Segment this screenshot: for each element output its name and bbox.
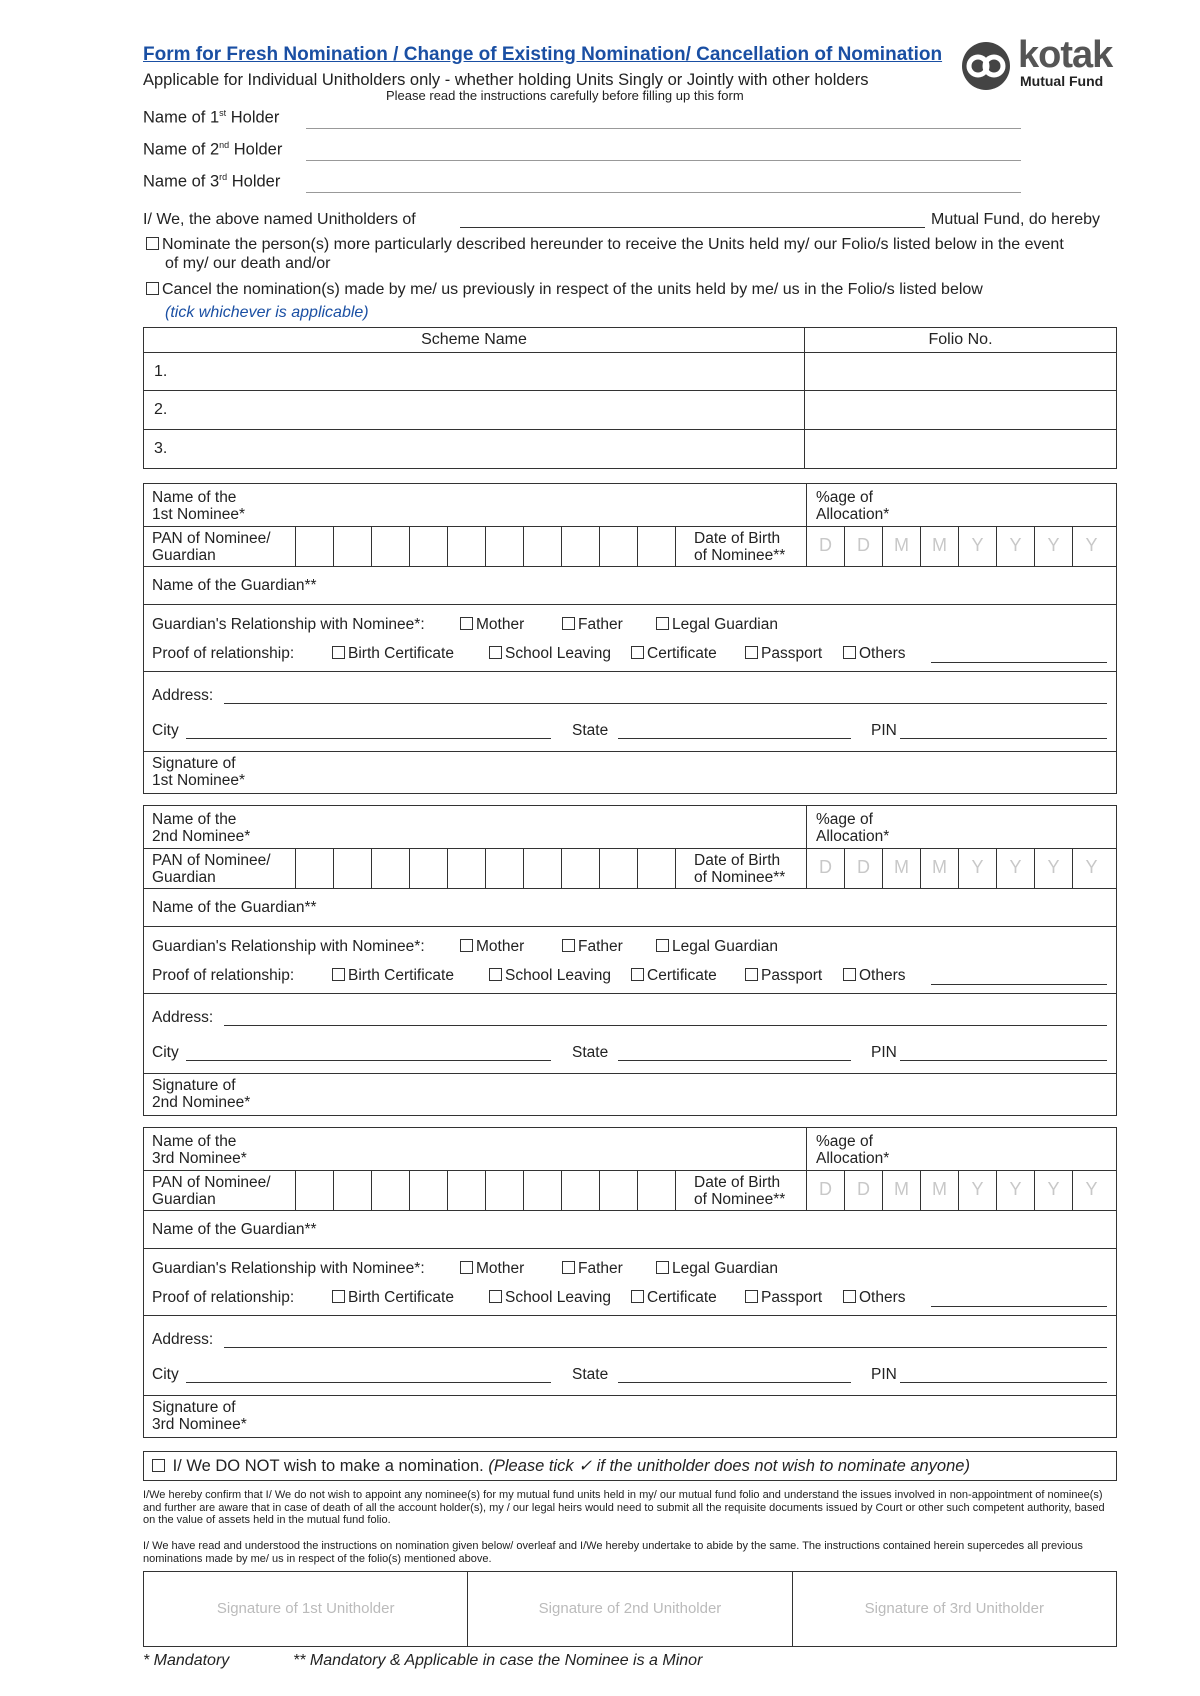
pan-char-cell[interactable]: [371, 848, 409, 888]
allocation-label: %age of Allocation*: [816, 1133, 890, 1167]
nominee-signature-label: Signature of 1st Nominee*: [152, 755, 246, 789]
pan-char-cell[interactable]: [295, 1170, 333, 1210]
folio-no-header: Folio No.: [805, 328, 1117, 353]
proof-option: Birth Certificate: [348, 645, 454, 662]
relationship-checkbox[interactable]: [562, 1261, 575, 1274]
declaration-suffix: Mutual Fund, do hereby: [931, 211, 1100, 228]
minor-note: ** Mandatory & Applicable in case the Nominee is a Minor: [293, 1652, 703, 1669]
pan-char-cell[interactable]: [485, 848, 523, 888]
holder-3-label: Name of 3rd Holder: [143, 172, 281, 191]
proof-option: Certificate: [647, 1289, 717, 1306]
holder-2-field[interactable]: [306, 159, 1021, 161]
relationship-checkbox[interactable]: [656, 1261, 669, 1274]
pin-field[interactable]: [900, 1381, 1107, 1383]
pan-label: PAN of Nominee/ Guardian: [152, 1174, 271, 1208]
nominee-signature-label: Signature of 2nd Nominee*: [152, 1077, 251, 1111]
relationship-label: Guardian's Relationship with Nominee*:: [152, 938, 425, 955]
pan-char-cell[interactable]: [409, 1170, 447, 1210]
relationship-checkbox[interactable]: [562, 617, 575, 630]
pan-char-cell[interactable]: [561, 526, 599, 566]
pan-char-cell[interactable]: [637, 526, 675, 566]
scheme-row-2[interactable]: 2.: [144, 391, 805, 430]
nominate-option-label: Nominate the person(s) more particularly described hereunder to receive the Units held my/ our Folio/s listed below in the event: [162, 236, 1064, 253]
relationship-checkbox[interactable]: [562, 939, 575, 952]
dob-digit-cell[interactable]: Y: [996, 1170, 1034, 1210]
nominee-1-section: [143, 483, 1117, 794]
proof-checkbox[interactable]: [745, 968, 758, 981]
scheme-name-header: Scheme Name: [144, 328, 805, 353]
pin-field[interactable]: [900, 737, 1107, 739]
pan-char-cell[interactable]: [371, 1170, 409, 1210]
pan-char-cell[interactable]: [561, 848, 599, 888]
state-label: State: [572, 1044, 609, 1061]
holder-1-field[interactable]: [306, 127, 1021, 129]
state-field[interactable]: [618, 737, 851, 739]
pin-label: PIN: [871, 722, 897, 739]
others-field[interactable]: [931, 661, 1107, 663]
dob-digit-cell[interactable]: D: [806, 526, 844, 566]
relationship-checkbox[interactable]: [656, 617, 669, 630]
dob-digit-cell[interactable]: Y: [1034, 848, 1072, 888]
pan-char-cell[interactable]: [447, 1170, 485, 1210]
relationship-checkbox[interactable]: [460, 617, 473, 630]
proof-checkbox[interactable]: [489, 968, 502, 981]
dob-digit-cell[interactable]: M: [920, 526, 958, 566]
proof-checkbox[interactable]: [631, 646, 644, 659]
nominee-name-label: Name of the 1st Nominee*: [152, 489, 246, 523]
dob-digit-cell[interactable]: Y: [958, 848, 996, 888]
pan-cells: [295, 1170, 676, 1210]
mandatory-note: * Mandatory: [143, 1652, 230, 1669]
allocation-label: %age of Allocation*: [816, 811, 890, 845]
holder-2-label: Name of 2nd Holder: [143, 140, 283, 159]
nominate-option-cont: of my/ our death and/or: [165, 255, 331, 272]
signature-unitholder-3[interactable]: Signature of 3rd Unitholder: [792, 1572, 1116, 1646]
dob-cells: [806, 526, 1110, 566]
guardian-name-label: Name of the Guardian**: [152, 577, 317, 594]
proof-option: School Leaving: [505, 1289, 611, 1306]
proof-checkbox[interactable]: [489, 646, 502, 659]
dob-label: Date of Birth of Nominee**: [694, 1174, 786, 1208]
logo-word: kotak: [1018, 34, 1113, 76]
folio-cell-2[interactable]: [805, 391, 1117, 430]
proof-option: Others: [859, 1289, 906, 1306]
proof-checkbox[interactable]: [332, 968, 345, 981]
proof-checkbox[interactable]: [631, 1290, 644, 1303]
dob-digit-cell[interactable]: D: [806, 848, 844, 888]
pan-char-cell[interactable]: [485, 526, 523, 566]
mutual-fund-name-field[interactable]: [460, 226, 925, 228]
no-nomination-checkbox[interactable]: [152, 1459, 165, 1472]
proof-option: Others: [859, 645, 906, 662]
relationship-option: Legal Guardian: [672, 938, 778, 955]
relationship-option: Father: [578, 1260, 623, 1277]
dob-label: Date of Birth of Nominee**: [694, 530, 786, 564]
pin-field[interactable]: [900, 1059, 1107, 1061]
city-label: City: [152, 722, 179, 739]
dob-cells: [806, 848, 1110, 888]
signature-unitholder-1[interactable]: Signature of 1st Unitholder: [216, 1600, 395, 1617]
dob-digit-cell[interactable]: Y: [958, 1170, 996, 1210]
relationship-option: Father: [578, 938, 623, 955]
pan-char-cell[interactable]: [599, 1170, 637, 1210]
city-label: City: [152, 1366, 179, 1383]
proof-option: School Leaving: [505, 645, 611, 662]
pan-label: PAN of Nominee/ Guardian: [152, 530, 271, 564]
pan-cells: [295, 526, 676, 566]
dob-cells: [806, 1170, 1110, 1210]
guardian-name-label: Name of the Guardian**: [152, 899, 317, 916]
scheme-row-1[interactable]: 1.: [144, 353, 805, 391]
dob-digit-cell[interactable]: Y: [996, 848, 1034, 888]
dob-label: Date of Birth of Nominee**: [694, 852, 786, 886]
relationship-option: Mother: [476, 1260, 525, 1277]
relationship-option: Mother: [476, 938, 525, 955]
holder-3-field[interactable]: [306, 191, 1021, 193]
cancel-option-label: Cancel the nomination(s) made by me/ us previously in respect of the units held by me/ us in the Folio/s listed below: [162, 281, 983, 298]
proof-label: Proof of relationship:: [152, 645, 295, 662]
relationship-option: Legal Guardian: [672, 616, 778, 633]
relationship-option: Father: [578, 616, 623, 633]
signature-unitholder-2[interactable]: Signature of 2nd Unitholder: [467, 1572, 791, 1646]
folio-cell-1[interactable]: [805, 353, 1117, 391]
state-field[interactable]: [618, 1059, 851, 1061]
pan-char-cell[interactable]: [295, 526, 333, 566]
address-label: Address:: [152, 1331, 214, 1348]
proof-checkbox[interactable]: [745, 646, 758, 659]
proof-option: Certificate: [647, 967, 717, 984]
confirmation-text: I/We hereby confirm that I/ We do not wish to appoint any nominee(s) for my mutual fund units held in my/ our mutual fund folio and understand the issues involved in non-appointment of nominee(s) and further are aware that in case of death of all the account holder(s), my / our legal heirs would need to submit all the requisite documents issued by Court or other such competent authority, based on the value of assets held in the mutual fund folio.: [143, 1489, 1105, 1526]
address-field[interactable]: [224, 702, 1107, 704]
dob-digit-cell[interactable]: Y: [1072, 526, 1110, 566]
proof-checkbox[interactable]: [332, 1290, 345, 1303]
dob-digit-cell[interactable]: D: [844, 1170, 882, 1210]
proof-option: Birth Certificate: [348, 967, 454, 984]
proof-label: Proof of relationship:: [152, 1289, 295, 1306]
proof-checkbox[interactable]: [745, 1290, 758, 1303]
city-label: City: [152, 1044, 179, 1061]
pan-char-cell[interactable]: [333, 848, 371, 888]
dob-digit-cell[interactable]: M: [882, 526, 920, 566]
guardian-name-label: Name of the Guardian**: [152, 1221, 317, 1238]
unitholder-signature-box: [143, 1571, 1117, 1647]
nominee-name-label: Name of the 3rd Nominee*: [152, 1133, 247, 1167]
proof-option: Passport: [761, 645, 823, 662]
pan-char-cell[interactable]: [561, 1170, 599, 1210]
pan-char-cell[interactable]: [295, 848, 333, 888]
proof-option: Birth Certificate: [348, 1289, 454, 1306]
city-field[interactable]: [186, 1381, 551, 1383]
pan-char-cell[interactable]: [447, 526, 485, 566]
declaration-intro: I/ We, the above named Unitholders of: [143, 211, 416, 228]
no-nomination-text: I/ We DO NOT wish to make a nomination.: [172, 1457, 484, 1475]
address-field[interactable]: [224, 1024, 1107, 1026]
form-instruction: Please read the instructions carefully before filling up this form: [386, 88, 744, 103]
pan-char-cell[interactable]: [523, 1170, 561, 1210]
pan-char-cell[interactable]: [637, 1170, 675, 1210]
proof-checkbox[interactable]: [489, 1290, 502, 1303]
nominate-checkbox[interactable]: [146, 237, 159, 250]
dob-digit-cell[interactable]: Y: [996, 526, 1034, 566]
pan-char-cell[interactable]: [599, 526, 637, 566]
form-subtitle: Applicable for Individual Unitholders only - whether holding Units Singly or Jointly with other holders: [143, 71, 869, 89]
pan-char-cell[interactable]: [637, 848, 675, 888]
dob-digit-cell[interactable]: M: [882, 848, 920, 888]
relationship-checkbox[interactable]: [460, 939, 473, 952]
proof-option: Passport: [761, 1289, 823, 1306]
pan-char-cell[interactable]: [409, 526, 447, 566]
proof-option: School Leaving: [505, 967, 611, 984]
nominee-2-section: [143, 805, 1117, 1116]
dob-digit-cell[interactable]: Y: [1072, 1170, 1110, 1210]
dob-digit-cell[interactable]: Y: [1034, 526, 1072, 566]
allocation-label: %age of Allocation*: [816, 489, 890, 523]
nominee-name-label: Name of the 2nd Nominee*: [152, 811, 251, 845]
pan-char-cell[interactable]: [333, 1170, 371, 1210]
relationship-label: Guardian's Relationship with Nominee*:: [152, 1260, 425, 1277]
proof-checkbox[interactable]: [631, 968, 644, 981]
relationship-option: Legal Guardian: [672, 1260, 778, 1277]
dob-digit-cell[interactable]: Y: [958, 526, 996, 566]
relationship-checkbox[interactable]: [460, 1261, 473, 1274]
pan-label: PAN of Nominee/ Guardian: [152, 852, 271, 886]
no-nomination-note: (Please tick ✓ if the unitholder does not wish to nominate anyone): [488, 1457, 970, 1475]
state-field[interactable]: [618, 1381, 851, 1383]
address-label: Address:: [152, 687, 214, 704]
nominee-signature-label: Signature of 3rd Nominee*: [152, 1399, 247, 1433]
proof-checkbox[interactable]: [843, 646, 856, 659]
dob-digit-cell[interactable]: M: [920, 848, 958, 888]
dob-digit-cell[interactable]: M: [882, 1170, 920, 1210]
dob-digit-cell[interactable]: Y: [1072, 848, 1110, 888]
dob-digit-cell[interactable]: D: [806, 1170, 844, 1210]
relationship-option: Mother: [476, 616, 525, 633]
relationship-checkbox[interactable]: [656, 939, 669, 952]
address-label: Address:: [152, 1009, 214, 1026]
scheme-table: [143, 327, 1117, 469]
others-field[interactable]: [931, 1305, 1107, 1307]
pin-label: PIN: [871, 1366, 897, 1383]
proof-checkbox[interactable]: [332, 646, 345, 659]
proof-checkbox[interactable]: [843, 968, 856, 981]
form-title: Form for Fresh Nomination / Change of Existing Nomination/ Cancellation of Nomination: [143, 44, 943, 65]
pan-char-cell[interactable]: [409, 848, 447, 888]
city-field[interactable]: [186, 1059, 551, 1061]
scheme-row-3[interactable]: 3.: [144, 430, 805, 469]
pan-cells: [295, 848, 676, 888]
pan-char-cell[interactable]: [371, 526, 409, 566]
logo-sub: Mutual Fund: [1020, 73, 1104, 89]
proof-label: Proof of relationship:: [152, 967, 295, 984]
kotak-emblem-icon: [958, 38, 1018, 94]
no-nomination-box: [143, 1451, 1117, 1481]
dob-digit-cell[interactable]: Y: [1034, 1170, 1072, 1210]
proof-option: Certificate: [647, 645, 717, 662]
pin-label: PIN: [871, 1044, 897, 1061]
cancel-checkbox[interactable]: [146, 282, 159, 295]
address-field[interactable]: [224, 1346, 1107, 1348]
relationship-label: Guardian's Relationship with Nominee*:: [152, 616, 425, 633]
state-label: State: [572, 1366, 609, 1383]
pan-char-cell[interactable]: [523, 526, 561, 566]
dob-digit-cell[interactable]: D: [844, 526, 882, 566]
others-field[interactable]: [931, 983, 1107, 985]
pan-char-cell[interactable]: [333, 526, 371, 566]
pan-char-cell[interactable]: [447, 848, 485, 888]
proof-option: Passport: [761, 967, 823, 984]
state-label: State: [572, 722, 609, 739]
proof-option: Others: [859, 967, 906, 984]
city-field[interactable]: [186, 737, 551, 739]
pan-char-cell[interactable]: [485, 1170, 523, 1210]
dob-digit-cell[interactable]: M: [920, 1170, 958, 1210]
nominee-3-section: [143, 1127, 1117, 1438]
tick-note: (tick whichever is applicable): [165, 304, 369, 321]
folio-cell-3[interactable]: [805, 430, 1117, 469]
kotak-logo: [958, 34, 1118, 94]
undertaking-text: I/ We have read and understood the instructions on nomination given below/ overleaf and I/We hereby undertake to abide by the same. The instructions contained herein supercedes all previous nominations made by me/ us in respect of the folio(s) mentioned above.: [143, 1540, 1083, 1565]
proof-checkbox[interactable]: [843, 1290, 856, 1303]
holder-1-label: Name of 1st Holder: [143, 108, 280, 127]
dob-digit-cell[interactable]: D: [844, 848, 882, 888]
pan-char-cell[interactable]: [599, 848, 637, 888]
pan-char-cell[interactable]: [523, 848, 561, 888]
